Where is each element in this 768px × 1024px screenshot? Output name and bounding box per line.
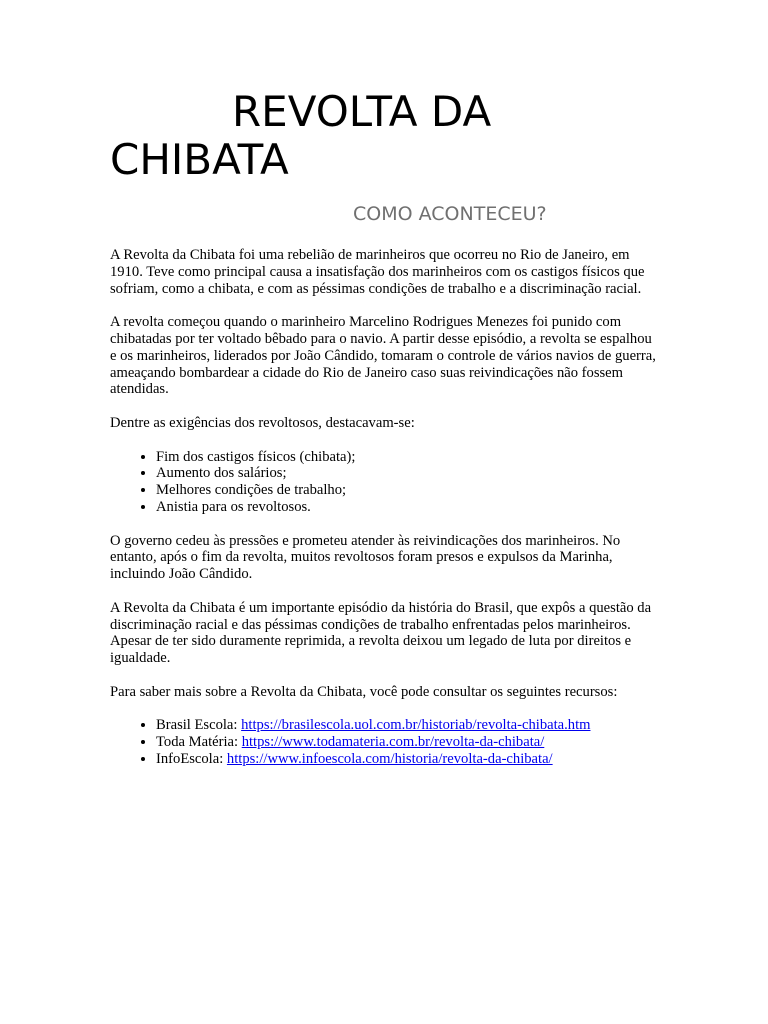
paragraph-beginning: A revolta começou quando o marinheiro Marcelino Rodrigues Menezes foi punido com chibatadas por ter voltado bêbado para o navio. A partir desse episódio, a revolta se espalhou e os marinheiros, liderados por João Cândido, tomaram o controle de vários navios de guerra, ameaçando bombardear a cidade do Rio de Janeiro caso suas reivindicações não fossem atendidas. — [110, 314, 656, 398]
resource-label: Brasil Escola: — [156, 717, 242, 734]
paragraph-outcome: O governo cedeu às pressões e prometeu atender às reivindicações dos marinheiros. No entanto, após o fim da revolta, muitos revoltosos foram presos e expulsos da Marinha, incluindo João Cândido. — [110, 532, 621, 583]
list-item: • Aumento dos salários; — [156, 465, 660, 482]
resource-link-toda-materia[interactable]: https://www.todamateria.com.br/revolta-da-chibata/ — [241, 734, 545, 751]
resource-label: InfoEscola: — [156, 750, 227, 767]
paragraph-intro: A Revolta da Chibata foi uma rebelião de marinheiros que ocorreu no Rio de Janeiro, em 1910. Teve como principal causa a insatisfação dos marinheiros com os castigos físicos que sofriam, como a chibata, e com as péssimas condições de trabalho e a discriminação racial. — [110, 247, 645, 297]
list-item — [156, 717, 660, 734]
document-title: REVOLTA DA CHIBATA — [110, 87, 492, 184]
demands-list — [110, 449, 660, 516]
list-item — [156, 751, 660, 768]
list-item: • Fim dos castigos físicos (chibata); — [156, 449, 660, 466]
resource-label: Toda Matéria: — [156, 734, 242, 751]
list-item — [156, 734, 660, 751]
paragraph-resources-intro: Para saber mais sobre a Revolta da Chibata, você pode consultar os seguintes recursos: — [110, 683, 618, 700]
document-body — [110, 247, 660, 785]
paragraph-demands-intro: Dentre as exigências dos revoltosos, destacavam-se: — [110, 414, 415, 431]
resource-link-brasil-escola[interactable]: https://brasilescola.uol.com.br/historiab/revolta-chibata.htm — [241, 717, 591, 734]
document-subtitle: COMO ACONTECEU? — [353, 203, 547, 225]
resources-list — [110, 717, 660, 767]
resource-link-infoescola[interactable]: https://www.infoescola.com/historia/revolta-da-chibata/ — [226, 750, 553, 767]
list-item: • Melhores condições de trabalho; — [156, 482, 660, 499]
list-item: • Anistia para os revoltosos. — [156, 499, 660, 516]
paragraph-significance: A Revolta da Chibata é um importante episódio da história do Brasil, que expôs a questão da discriminação racial e das péssimas condições de trabalho enfrentadas pelos marinheiros. Apesar de ter sido duramente reprimida, a revolta deixou um legado de luta por direitos e igualdade. — [110, 599, 652, 667]
